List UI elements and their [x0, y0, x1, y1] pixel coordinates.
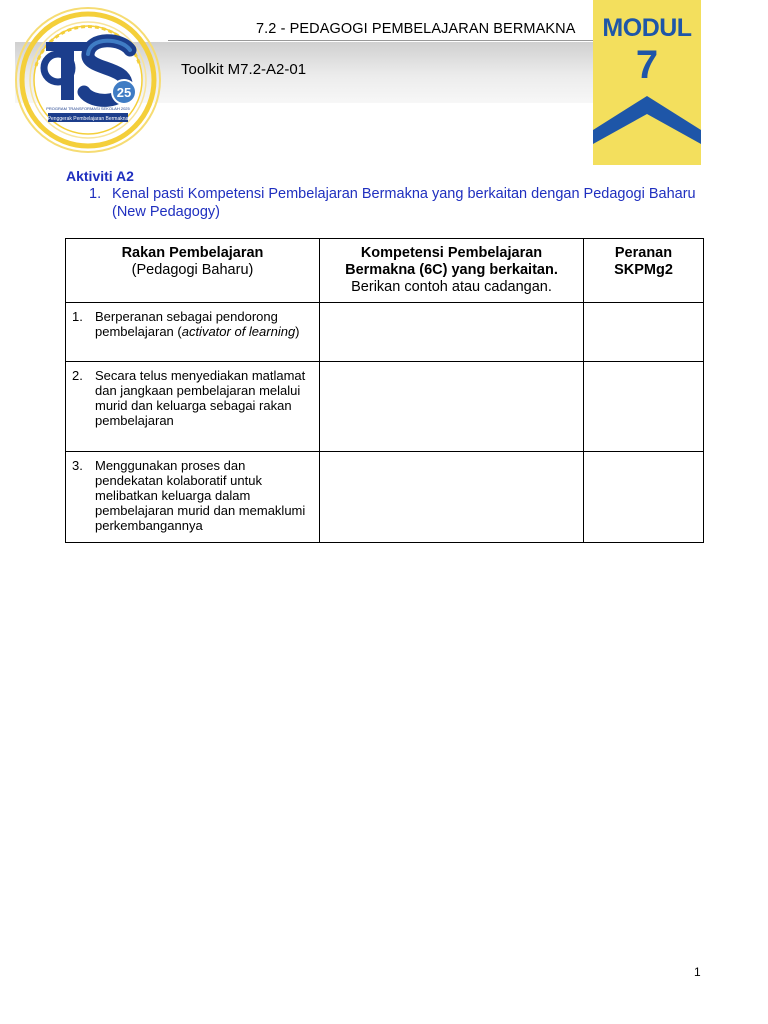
toolkit-code: Toolkit M7.2-A2-01 [181, 61, 307, 78]
row-3-peranan-cell[interactable] [584, 452, 704, 543]
competency-table [65, 238, 704, 543]
logo-program-line: PROGRAM TRANSFORMASI SEKOLAH 2025 [46, 106, 130, 111]
chevron-up-icon [593, 94, 701, 144]
row-1-rakan [66, 303, 320, 362]
header-rule [168, 40, 593, 41]
row-text-part: ) [295, 324, 300, 339]
header-col2-line3: Berikan contoh atau cadangan. [351, 279, 552, 295]
table-row [66, 303, 704, 362]
row-text: Secara telus menyediakan matlamat dan jangkaan pembelajaran melalui murid dan keluarga sebagai rakan pembelajaran [95, 368, 306, 428]
header-col3-line1: Peranan [614, 245, 673, 261]
header-col2-line1: Kompetensi Pembelajaran [360, 245, 543, 261]
table-row [66, 362, 704, 452]
instruction-text: Kenal pasti Kompetensi Pembelajaran Bermakna yang berkaitan dengan Pedagogi Baharu (New Pedagogy) [112, 186, 696, 220]
table-header-row [66, 239, 704, 303]
header-col1-line2: (Pedagogi Baharu) [131, 262, 254, 278]
row-text [95, 309, 313, 339]
ts25-logo [6, 6, 170, 154]
row-2-kompetensi-cell[interactable] [320, 362, 584, 452]
header-kompetensi [320, 239, 584, 303]
row-text: Menggunakan proses dan pendekatan kolaboratif untuk melibatkan keluarga dalam pembelajaran murid dan memaklumi perkembangannya [95, 458, 306, 533]
row-3-rakan [66, 452, 320, 543]
row-2-rakan [66, 362, 320, 452]
row-number: 3. [72, 458, 83, 473]
row-1-peranan-cell[interactable] [584, 303, 704, 362]
row-number: 2. [72, 368, 83, 383]
row-text-part: Berperanan sebagai pendorong pembelajaran ( [95, 309, 278, 339]
row-number: 1. [72, 309, 83, 324]
instruction-number: 1. [89, 186, 102, 202]
page-title: 7.2 - PEDAGOGI PEMBELAJARAN BERMAKNA [256, 21, 576, 37]
header-col3-line2: SKPMg2 [614, 262, 673, 278]
row-2-peranan-cell[interactable] [584, 362, 704, 452]
header-col2-line2: Bermakna (6C) yang berkaitan. [345, 262, 558, 278]
row-3-kompetensi-cell[interactable] [320, 452, 584, 543]
module-number: 7 [635, 43, 659, 87]
row-1-kompetensi-cell[interactable] [320, 303, 584, 362]
header-col1-line1: Rakan Pembelajaran [121, 245, 264, 261]
header-rakan-pembelajaran [66, 239, 320, 303]
row-text-italic: activator of learning [181, 324, 296, 339]
module-badge [593, 0, 701, 165]
table-row [66, 452, 704, 543]
page-number: 1 [694, 965, 701, 979]
header-peranan [584, 239, 704, 303]
module-word: MODUL [602, 14, 692, 42]
logo-rings-icon [16, 8, 160, 152]
logo-tagline: Penggerak Pembelajaran Bermakna [47, 116, 129, 122]
activity-instruction [89, 185, 699, 221]
logo-number: 25 [116, 85, 132, 100]
activity-heading: Aktiviti A2 [66, 168, 134, 184]
